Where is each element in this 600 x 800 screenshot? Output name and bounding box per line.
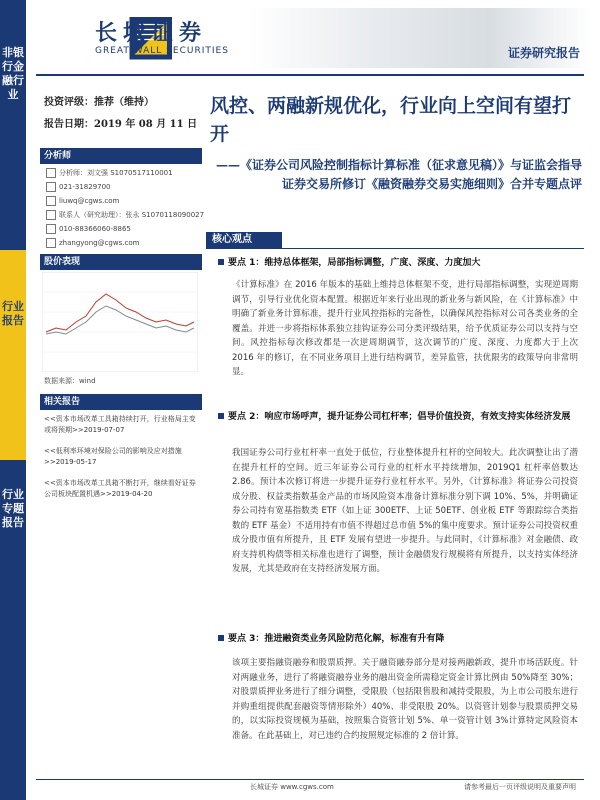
core-views-bar bbox=[206, 232, 584, 249]
phone-icon bbox=[46, 182, 56, 192]
footer-divider bbox=[36, 779, 584, 780]
footer-disclaimer: 请参考最后一页评级说明及重要声明 bbox=[464, 783, 576, 791]
analyst-email[interactable]: liuwq@cgws.com bbox=[46, 196, 119, 207]
report-date: 报告日期：2019 年 08 月 11 日 bbox=[44, 119, 198, 130]
contact-name: 联系人（研究助理）：张永 S1070118090027 bbox=[46, 210, 204, 221]
report-subtitle: ——《证券公司风险控制指标计算标准（征求意见稿）》与证监会指导证券交易所修订《融资融券交易实施细则》合并专题点评 bbox=[215, 158, 582, 191]
email-icon bbox=[46, 196, 56, 206]
phone-icon bbox=[46, 224, 56, 234]
related-report-2[interactable]: <<低利率环境对保险公司的影响及应对措施>>2019-05-17 bbox=[44, 447, 182, 466]
chart-section-title: 股价表现 bbox=[40, 254, 202, 270]
related-report-1[interactable]: <<资本市场改革工具箱持续打开，行业格局主变或将预期>>2019-07-07 bbox=[44, 415, 196, 434]
investment-rating: 投资评级：推荐（维持） bbox=[44, 97, 154, 108]
analyst-name: 分析师：刘文强 S1070517110001 bbox=[46, 168, 173, 179]
key-point-1-body: 《计算标准》在 2016 年版本的基础上维持总体框架不变，进行局部指标调整，实现逆周期调节，引导行业优化资本配置。根据近年来行业出现的新业务与新风险，在《计算标准》中明确了新业务计算标准，提升行业风控指标的完备性，以确保风控指标对公司各类业务的全覆盖。并进一步将指标体系独立挂钩证券公司分类评级结果，给予优质证券公司以支持与空间。风控指标每次修改都是一次逆周期调节，这次调节的广度、深度、力度都大于上次 2016 年的修订，在不同业务项目上进行结构调节，差异监管，扶优限劣的政策导向非常明显。 bbox=[232, 280, 578, 377]
footer-url[interactable]: 长城证券 www.cgws.com bbox=[250, 783, 334, 791]
report-title: 风控、两融新规优化，行业向上空间有望打开 bbox=[210, 95, 572, 145]
key-point-3-title: 要点 3：推进融资类业务风险防范化解，标准有升有降 bbox=[218, 632, 578, 646]
email-icon bbox=[46, 238, 56, 248]
side-tab-industry-bg bbox=[0, 0, 26, 250]
key-point-3-body: 该项主要指融资融券和股票质押。关于融资融券部分是对接两融新政，提升市场活跃度。针对两融业务，进行了将融资融券业务的融出资金所需稳定资金计算比例由 50%降至 30%；对股票质押业务进行了细分调整，受限股（包括限售股和减持受限股，为上市公司股东进行并购重组提供配套融资等情形除外）40%、非受限股 20%。以资管计划参与股票质押交易的，以实际投资规模为基础，按照集合资管计划 5%、单一资管计划 3%计算特定风险资本准备。在此基础上，对已违约合约按照规定标准的 2 倍计算。 bbox=[232, 658, 578, 741]
header-divider bbox=[36, 74, 584, 76]
core-views-label: 核心观点 bbox=[206, 232, 282, 248]
related-report-3[interactable]: <<资本市场改革工具箱不断打开，继续看好证券公司板块配置机遇>>2019-04-20 bbox=[44, 479, 196, 498]
side-tab-industry: 非银行金融行业 bbox=[2, 46, 24, 101]
key-point-1-title: 要点 1：维持总体框架，局部指标调整，广度、深度、力度加大 bbox=[218, 256, 578, 270]
contact-phone: 010-88366060-8865 bbox=[46, 224, 131, 235]
stock-performance-chart bbox=[42, 272, 198, 372]
key-point-2-body: 我国证券公司行业杠杆率一直处于低位，行业整体提升杠杆的空间较大。此次调整让出了潜在提升杠杆的空间。近三年证券公司行业的杠杆水平持续增加，2019Q1 杠杆率倍数达 2.86。预计本次修订将进一步提升证券行业杠杆水平。另外，《计算标准》将证券公司投资成分股、权益类指数基金产品的市场风险资本准备计算标准分别下调 10%、5%，并明确证券公司持有宽基指数类 ETF（如上证 300ETF、上证 50ETF、创业板 ETF 等跟踪综合类指数的 ETF 基金）不适用持有市值不得超过总市值 5%的集中度要求。预计证券公司投资权重成分股市值有所提升，且 ETF 发展有望进一步提升。与此同时，《计算标准》对金融债、政府支持机构债等相关标准也进行了调整，预计金融债发行规模将有所提升，以支持实体经济发展，尤其是政府在支持经济发展方面。 bbox=[232, 448, 578, 574]
bullet-icon bbox=[218, 413, 224, 419]
side-tab-report-bg bbox=[0, 250, 26, 460]
bullet-icon bbox=[218, 635, 224, 641]
related-section-title: 相关报告 bbox=[40, 394, 202, 410]
logo-text-en: GREAT WALL SECURITIES bbox=[95, 46, 229, 56]
analyst-phone: 021-31829700 bbox=[46, 182, 111, 193]
bullet-icon bbox=[218, 259, 224, 265]
side-tab-report: 行业报告 bbox=[2, 300, 24, 327]
report-type: 证券研究报告 bbox=[507, 46, 580, 60]
key-point-2-title: 要点 2：响应市场呼声，提升证券公司杠杆率；倡导价值投资，有效支持实体经济发展 bbox=[218, 410, 578, 424]
contact-email[interactable]: zhangyong@cgws.com bbox=[46, 238, 139, 249]
chart-source: 数据来源：wind bbox=[44, 377, 96, 385]
analyst-section-title: 分析师 bbox=[40, 148, 202, 164]
person-icon bbox=[46, 210, 56, 220]
side-tabs bbox=[0, 0, 26, 800]
side-tab-special: 行业专题报告 bbox=[2, 488, 24, 529]
logo-text-cn: 长城证券 bbox=[95, 21, 208, 46]
person-icon bbox=[46, 168, 56, 178]
